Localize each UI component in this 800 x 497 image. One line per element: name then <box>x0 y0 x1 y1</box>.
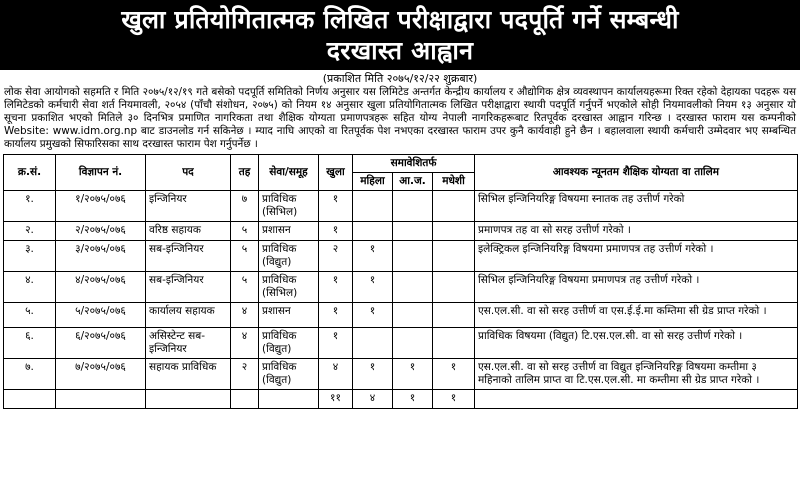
cell-post: सब-इन्जिनियर <box>146 241 231 272</box>
cell-sn: ५. <box>4 303 56 328</box>
total-madhesi: १ <box>433 390 475 409</box>
table-row <box>4 241 798 272</box>
cell-madhesi <box>433 328 475 359</box>
col-header-adibasi: आ.ज. <box>393 173 433 191</box>
cell-adibasi <box>393 272 433 303</box>
cell-sn: ७. <box>4 359 56 390</box>
cell-ad-no: ३/२०७५/०७६ <box>56 241 146 272</box>
cell-empty <box>146 390 231 409</box>
cell-adibasi <box>393 328 433 359</box>
table-row <box>4 191 798 222</box>
cell-qualification: इलेक्ट्रिकल इन्जिनियरिङ्ग विषयमा प्रमाणपत्र तह उत्तीर्ण गरेको । <box>475 241 798 272</box>
cell-level: ७ <box>231 191 259 222</box>
cell-adibasi <box>393 303 433 328</box>
cell-sn: ४. <box>4 272 56 303</box>
cell-post: वरिष्ठ सहायक <box>146 222 231 241</box>
total-open: ११ <box>319 390 353 409</box>
cell-service: प्राविधिक (विद्युत) <box>259 328 319 359</box>
cell-ad-no: ६/२०७५/०७६ <box>56 328 146 359</box>
cell-adibasi <box>393 191 433 222</box>
cell-ad-no: २/२०७५/०७६ <box>56 222 146 241</box>
cell-qualification: प्राविधिक विषयमा (विद्युत) टि.एस.एल.सी. वा सो सरह उत्तीर्ण गरेको । <box>475 328 798 359</box>
cell-madhesi <box>433 272 475 303</box>
cell-open: १ <box>319 272 353 303</box>
cell-qualification: सिभिल इन्जिनियरिङ्ग विषयमा स्नातक तह उत्तीर्ण गरेको <box>475 191 798 222</box>
cell-sn: ३. <box>4 241 56 272</box>
cell-qualification: एस.एल.सी. वा सो सरह उत्तीर्ण वा एस.ई.ई.मा कम्तिमा सी ग्रेड प्राप्त गरेको । <box>475 303 798 328</box>
cell-service: प्राविधिक (सिभिल) <box>259 191 319 222</box>
cell-qualification: सिभिल इन्जिनियरिङ्ग विषयमा प्रमाणपत्र तह उत्तीर्ण गरेको । <box>475 272 798 303</box>
col-header-inclusive: समावेशितर्फ <box>353 155 475 173</box>
banner-title-line1: खुला प्रतियोगितात्मक लिखित परीक्षाद्वारा पदपूर्ति गर्ने सम्बन्धी <box>121 5 679 34</box>
table-row <box>4 359 798 390</box>
publication-date: (प्रकाशित मिति २०७५/१२/२२ शुक्रबार) <box>322 72 478 85</box>
table-row <box>4 328 798 359</box>
cell-service: प्राविधिक (विद्युत) <box>259 241 319 272</box>
cell-qualification: प्रमाणपत्र तह वा सो सरह उत्तीर्ण गरेको । <box>475 222 798 241</box>
col-header-sn: क्र.सं. <box>4 155 56 191</box>
cell-women: १ <box>353 241 393 272</box>
cell-empty <box>56 390 146 409</box>
cell-service: प्रशासन <box>259 222 319 241</box>
table-row <box>4 272 798 303</box>
col-header-level: तह <box>231 155 259 191</box>
cell-service: प्रशासन <box>259 303 319 328</box>
cell-women <box>353 222 393 241</box>
cell-post: सहायक प्राविधिक <box>146 359 231 390</box>
cell-open: १ <box>319 303 353 328</box>
cell-level: ४ <box>231 303 259 328</box>
col-header-women: महिला <box>353 173 393 191</box>
col-header-open: खुला <box>319 155 353 191</box>
cell-sn: ६. <box>4 328 56 359</box>
cell-adibasi <box>393 241 433 272</box>
cell-women <box>353 328 393 359</box>
cell-service: प्राविधिक (सिभिल) <box>259 272 319 303</box>
cell-empty <box>231 390 259 409</box>
cell-post: असिस्टेन्ट सब-इन्जिनियर <box>146 328 231 359</box>
vacancy-table <box>3 154 798 409</box>
cell-empty <box>475 390 798 409</box>
cell-sn: १. <box>4 191 56 222</box>
cell-level: ५ <box>231 222 259 241</box>
cell-open: १ <box>319 328 353 359</box>
table-header-row <box>4 155 798 173</box>
cell-empty <box>4 390 56 409</box>
cell-sn: २. <box>4 222 56 241</box>
cell-women: १ <box>353 272 393 303</box>
cell-madhesi <box>433 241 475 272</box>
col-header-service: सेवा/समूह <box>259 155 319 191</box>
banner-title-line2: दरखास्त आह्वान <box>326 36 474 65</box>
cell-ad-no: ५/२०७५/०७६ <box>56 303 146 328</box>
total-adibasi: १ <box>393 390 433 409</box>
cell-women: १ <box>353 303 393 328</box>
table-total-row <box>4 390 798 409</box>
cell-women <box>353 191 393 222</box>
col-header-ad-no: विज्ञापन नं. <box>56 155 146 191</box>
cell-madhesi <box>433 191 475 222</box>
cell-women: १ <box>353 359 393 390</box>
table-row <box>4 303 798 328</box>
cell-level: २ <box>231 359 259 390</box>
cell-adibasi <box>393 222 433 241</box>
cell-ad-no: १/२०७५/०७६ <box>56 191 146 222</box>
cell-level: ५ <box>231 272 259 303</box>
cell-post: इन्जिनियर <box>146 191 231 222</box>
cell-open: १ <box>319 222 353 241</box>
table-row <box>4 222 798 241</box>
cell-qualification: एस.एल.सी. वा सो सरह उत्तीर्ण वा विद्युत इन्जिनियरिङ्ग विषयमा कम्तीमा ३ महिनाको तालिम प्राप्त वा टि.एस.एल.सी. मा कम्तीमा सी ग्रेड प्राप्त गरेको । <box>475 359 798 390</box>
cell-madhesi <box>433 222 475 241</box>
cell-post: कार्यालय सहायक <box>146 303 231 328</box>
cell-level: ४ <box>231 328 259 359</box>
cell-adibasi: १ <box>393 359 433 390</box>
cell-open: ४ <box>319 359 353 390</box>
cell-madhesi: १ <box>433 359 475 390</box>
notice-banner <box>0 0 800 70</box>
cell-open: १ <box>319 191 353 222</box>
cell-post: सब-इन्जिनियर <box>146 272 231 303</box>
cell-ad-no: ४/२०७५/०७६ <box>56 272 146 303</box>
cell-empty <box>259 390 319 409</box>
total-women: ४ <box>353 390 393 409</box>
col-header-qualification: आवश्यक न्यूनतम शैक्षिक योग्यता वा तालिम <box>475 155 798 191</box>
cell-ad-no: ७/२०७५/०७६ <box>56 359 146 390</box>
cell-madhesi <box>433 303 475 328</box>
notice-intro-paragraph: लोक सेवा आयोगको सहमति र मिति २०७५/१२/१९ गते बसेको पदपूर्ति समितिको निर्णय अनुसार यस लिमिटेड अन्तर्गत केन्द्रीय कार्यालय र औद्योगिक क्षेत्र व्यवस्थापन कार्यालयहरूमा रिक्त रहेको देहायका पदहरू यस लिमिटेडको कर्मचारी सेवा शर्त नियमावली, २०५४ (पाँचौ संशोधन, २०७५) को नियम १४ अनुसार खुला प्रतियोगितात्मक लिखित परीक्षाद्वारा स्थायी पदपूर्ति गर्नुपर्ने भएकोले सोही नियमावलीको नियम १३ अनुसार यो सूचना प्रकाशित भएको मितिले ३० दिनभित्र प्रमाणित नागरिकता तथा शैक्षिक योग्यता प्रमाणपत्रहरू सहित योग्य नेपाली नागरिकहरूबाट रितपूर्वक दरखास्त आह्वान गरिन्छ । दरखास्त फाराम यस कम्पनीको Website: www.idm.org.np बाट डाउनलोड गर्न सकिनेछ । म्याद नाघि आएको वा रितपूर्वक पेश नभएका दरखास्त फाराम उपर कुनै कार्यवाही हुने छैन । बहालवाला स्थायी कर्मचारी उम्मेदवार भए सम्बन्धित कार्यालय प्रमुखको सिफारिसका साथ दरखास्त फाराम पेश गर्नुपर्नेछ । <box>4 86 796 151</box>
cell-level: ५ <box>231 241 259 272</box>
cell-open: २ <box>319 241 353 272</box>
col-header-madhesi: मधेशी <box>433 173 475 191</box>
cell-service: प्राविधिक (विद्युत) <box>259 359 319 390</box>
col-header-post: पद <box>146 155 231 191</box>
